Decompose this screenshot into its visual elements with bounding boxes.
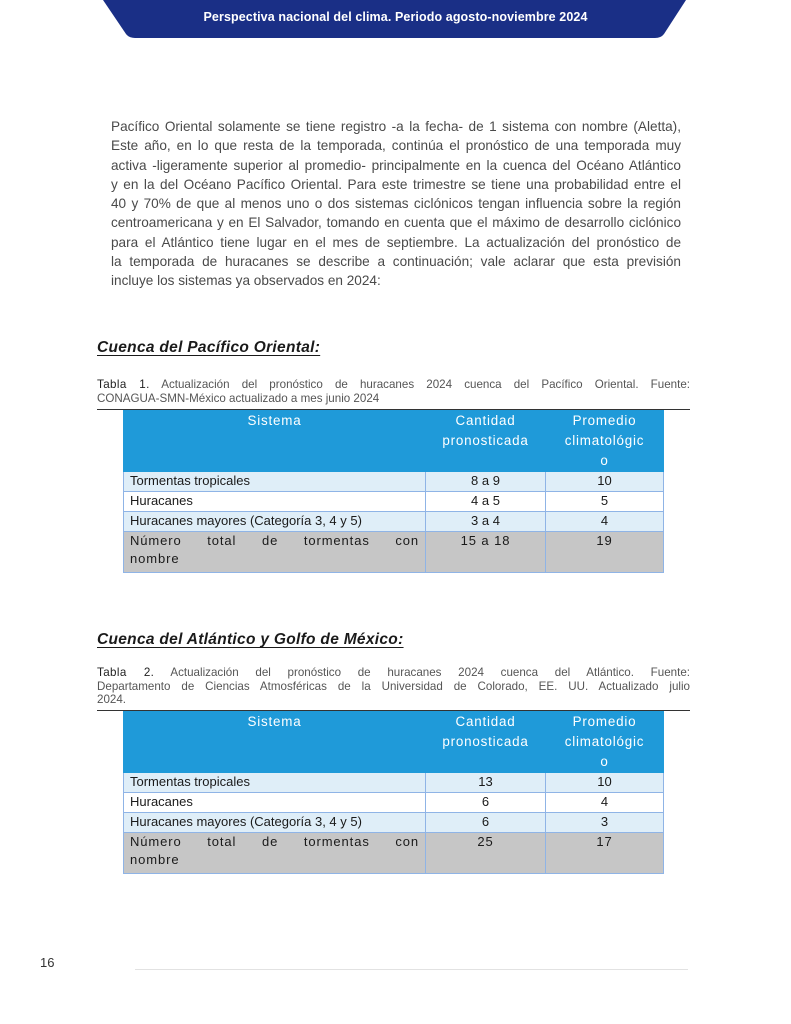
- table-header-row: [124, 411, 664, 472]
- cell-forecast: 8 a 9: [426, 472, 546, 492]
- table-row: [124, 773, 664, 793]
- table-row: [124, 512, 664, 532]
- header-forecast-line: pronosticada: [442, 433, 529, 448]
- total-label-line: Número total de tormentas con: [130, 533, 419, 548]
- header-average-line: o: [600, 453, 609, 468]
- cell-forecast: 6: [426, 813, 546, 833]
- body-paragraph: [111, 117, 681, 291]
- header-forecast-line: Cantidad: [455, 714, 516, 729]
- cell-forecast: 13: [426, 773, 546, 793]
- header-average-line: Promedio: [572, 714, 637, 729]
- cell-system: Huracanes: [124, 793, 426, 813]
- cell-total-forecast: 25: [426, 833, 546, 874]
- header-system: Sistema: [124, 411, 426, 472]
- caption-text: Departamento de Ciencias Atmosféricas de la Universidad de Colorado, EE. UU. Actualizado julio: [97, 679, 690, 693]
- body-line: Este año, en lo que resta de la temporada, continúa el pronóstico de una temporada muy: [111, 138, 681, 154]
- header-band: [0, 0, 791, 40]
- caption-text: Actualización del pronóstico de huracanes 2024 cuenca del Pacífico Oriental. Fuente:: [149, 378, 690, 391]
- cell-forecast: 6: [426, 793, 546, 813]
- cell-total-label: [124, 532, 426, 573]
- cell-total-average: 17: [546, 833, 664, 874]
- page-number: 16: [40, 955, 55, 970]
- body-line: para el Atlántico tiene lugar en el mes de septiembre. La actualización del pronóstico de: [111, 234, 681, 250]
- cell-average: 5: [546, 492, 664, 512]
- atlantic-forecast-table: [123, 711, 664, 874]
- atlantic-heading: Cuenca del Atlántico y Golfo de México:: [97, 631, 404, 648]
- body-line: activa -ligeramente superior al promedio- principalmente en la cuenca del Océano Atlántico: [111, 157, 681, 173]
- cell-average: 10: [546, 472, 664, 492]
- table-header-row: [124, 712, 664, 773]
- header-forecast: [426, 411, 546, 472]
- body-line: centroamericana y en El Salvador, tomando en cuenta que el máximo de desarrollo ciclónico: [111, 215, 681, 231]
- header-average-line: climatológic: [564, 734, 645, 749]
- header-average: [546, 712, 664, 773]
- cell-total-label: [124, 833, 426, 874]
- header-average-line: o: [600, 754, 609, 769]
- total-label-line: nombre: [130, 551, 180, 566]
- cell-forecast: 3 a 4: [426, 512, 546, 532]
- body-line: y en la del Océano Pacífico Oriental. Para este trimestre se tiene una probabilidad entre el: [111, 176, 681, 192]
- table-total-row: [124, 532, 664, 573]
- table-total-row: [124, 833, 664, 874]
- cell-average: 3: [546, 813, 664, 833]
- table-row: [124, 472, 664, 492]
- body-line: incluye los sistemas ya observados en 2024:: [111, 273, 381, 289]
- header-forecast: [426, 712, 546, 773]
- cell-system: Huracanes mayores (Categoría 3, 4 y 5): [124, 813, 426, 833]
- cell-total-forecast: 15 a 18: [426, 532, 546, 573]
- total-label-line: nombre: [130, 852, 180, 867]
- caption-label: Tabla 2.: [97, 666, 155, 679]
- table-row: [124, 813, 664, 833]
- atlantic-caption: [97, 666, 690, 707]
- body-line: 40 y 70% de que al menos uno o dos sistemas ciclónicos tengan influencia sobre la región: [111, 196, 681, 212]
- cell-average: 4: [546, 793, 664, 813]
- header-average: [546, 411, 664, 472]
- cell-system: Huracanes mayores (Categoría 3, 4 y 5): [124, 512, 426, 532]
- body-line: Pacífico Oriental solamente se tiene registro -a la fecha- de 1 sistema con nombre (Aletta),: [111, 119, 681, 134]
- cell-system: Tormentas tropicales: [124, 472, 426, 492]
- caption-text: CONAGUA-SMN-México actualizado a mes junio 2024: [97, 391, 380, 405]
- header-forecast-line: pronosticada: [442, 734, 529, 749]
- header-title: Perspectiva nacional del clima. Periodo agosto-noviembre 2024: [203, 10, 588, 24]
- table-row: [124, 492, 664, 512]
- caption-text: Actualización del pronóstico de huracanes 2024 cuenca del Atlántico. Fuente:: [154, 666, 690, 679]
- header-average-line: climatológic: [564, 433, 645, 448]
- cell-average: 4: [546, 512, 664, 532]
- cell-average: 10: [546, 773, 664, 793]
- cell-forecast: 4 a 5: [426, 492, 546, 512]
- cell-total-average: 19: [546, 532, 664, 573]
- total-label-line: Número total de tormentas con: [130, 834, 419, 849]
- body-line: la temporada de huracanes se describe a continuación; vale aclarar que esta previsión: [111, 254, 681, 270]
- caption-label: Tabla 1.: [97, 378, 150, 391]
- pacific-forecast-table: [123, 410, 664, 573]
- caption-text: 2024.: [97, 693, 127, 706]
- pacific-heading: Cuenca del Pacífico Oriental:: [97, 339, 321, 356]
- cell-system: Huracanes: [124, 492, 426, 512]
- header-average-line: Promedio: [572, 413, 637, 428]
- pacific-caption: [97, 378, 690, 405]
- header-system: Sistema: [124, 712, 426, 773]
- footer-rule: [135, 969, 688, 970]
- header-forecast-line: Cantidad: [455, 413, 516, 428]
- table-row: [124, 793, 664, 813]
- cell-system: Tormentas tropicales: [124, 773, 426, 793]
